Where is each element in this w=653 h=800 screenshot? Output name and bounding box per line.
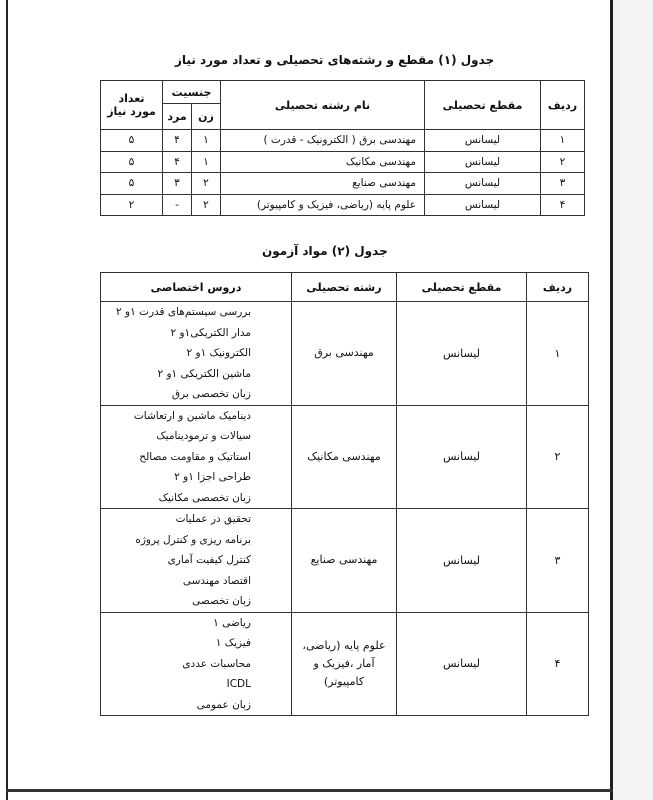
header-major: رشته تحصیلی bbox=[292, 273, 397, 302]
group-major-line: علوم پایه (ریاضی، bbox=[302, 638, 386, 652]
group-major-line: مهندسی برق bbox=[314, 346, 374, 360]
row-index: ۲ bbox=[541, 151, 585, 173]
row-level: لیسانس bbox=[425, 151, 541, 173]
table-row bbox=[101, 151, 585, 173]
row-count: ۵ bbox=[101, 151, 163, 173]
group-major bbox=[292, 509, 397, 613]
header-female: زن bbox=[192, 104, 221, 130]
group-major-line: مهندسی صنایع bbox=[310, 553, 378, 567]
row-male: ۴ bbox=[163, 151, 192, 173]
row-major: مهندسی صنایع bbox=[221, 173, 425, 195]
subject-item: طراحی اجزا ۱و ۲ bbox=[101, 467, 292, 488]
group-index: ۴ bbox=[527, 612, 589, 716]
group-index: ۲ bbox=[527, 405, 589, 509]
table2-caption: جدول (۲) مواد آزمون bbox=[262, 244, 388, 258]
header-level: مقطع تحصیلی bbox=[397, 273, 527, 302]
row-female: ۱ bbox=[192, 151, 221, 173]
row-major: علوم پایه (ریاضی، فیزیک و کامپیوتر) bbox=[221, 194, 425, 216]
frame-left-border bbox=[6, 0, 8, 800]
group-major bbox=[292, 302, 397, 406]
group-level: لیسانس bbox=[397, 405, 527, 509]
subject-item: سیالات و ترمودینامیک bbox=[101, 426, 292, 447]
table-row bbox=[101, 194, 585, 216]
header-row-number: ردیف bbox=[527, 273, 589, 302]
header-subjects: دروس اختصاصی bbox=[101, 273, 292, 302]
frame-bottom-border bbox=[6, 789, 613, 792]
subject-item: زبان تخصصی برق bbox=[101, 384, 292, 405]
subject-item: ICDL bbox=[101, 674, 292, 695]
row-index: ۱ bbox=[541, 130, 585, 152]
subject-item: دینامیک ماشین و ارتعاشات bbox=[101, 405, 292, 426]
row-male: ۴ bbox=[163, 130, 192, 152]
header-gender: جنسیت bbox=[163, 81, 221, 104]
row-female: ۲ bbox=[192, 194, 221, 216]
subject-item: زبان تخصصی bbox=[101, 591, 292, 612]
header-count-line1: تعداد bbox=[118, 92, 145, 105]
row-male: ۳ bbox=[163, 173, 192, 195]
row-count: ۵ bbox=[101, 173, 163, 195]
group-major-line: مهندسی مکانیک bbox=[307, 449, 381, 463]
row-count: ۵ bbox=[101, 130, 163, 152]
page-edge bbox=[613, 0, 653, 800]
subject-item: استاتیک و مقاومت مصالح bbox=[101, 447, 292, 468]
header-male: مرد bbox=[163, 104, 192, 130]
header-count bbox=[101, 81, 163, 130]
row-index: ۴ bbox=[541, 194, 585, 216]
table-row bbox=[101, 612, 589, 633]
subject-item: زبان عمومی bbox=[101, 695, 292, 716]
frame-right-border bbox=[610, 0, 613, 800]
subject-item: اقتصاد مهندسی bbox=[101, 571, 292, 592]
row-female: ۲ bbox=[192, 173, 221, 195]
subject-item: محاسبات عددی bbox=[101, 654, 292, 675]
row-index: ۳ bbox=[541, 173, 585, 195]
exam-subjects-table bbox=[100, 272, 589, 716]
subject-item: فیزیک ۱ bbox=[101, 633, 292, 654]
table-row bbox=[101, 130, 585, 152]
header-level: مقطع تحصیلی bbox=[425, 81, 541, 130]
header-row-number: ردیف bbox=[541, 81, 585, 130]
group-major-line: آمار ،فیزیک و bbox=[313, 656, 375, 670]
header-count-line2: مورد نیاز bbox=[107, 105, 156, 118]
row-level: لیسانس bbox=[425, 194, 541, 216]
group-level: لیسانس bbox=[397, 509, 527, 613]
table-row bbox=[101, 173, 585, 195]
subject-item: ماشین الکتریکی ۱و ۲ bbox=[101, 364, 292, 385]
table-row bbox=[101, 509, 589, 530]
group-level: لیسانس bbox=[397, 612, 527, 716]
subject-item: الکترونیک ۱و ۲ bbox=[101, 343, 292, 364]
table-row bbox=[101, 302, 589, 323]
group-level: لیسانس bbox=[397, 302, 527, 406]
group-major bbox=[292, 405, 397, 509]
subject-item: مدار الکتریکی۱و ۲ bbox=[101, 323, 292, 344]
subject-item: بررسی سیستم‌های قدرت ۱و ۲ bbox=[101, 302, 292, 323]
row-level: لیسانس bbox=[425, 173, 541, 195]
subject-item: تحقیق در عملیات bbox=[101, 509, 292, 530]
header-major: نام رشته تحصیلی bbox=[221, 81, 425, 130]
subject-item: کنترل کیفیت آماری bbox=[101, 550, 292, 571]
group-index: ۳ bbox=[527, 509, 589, 613]
row-count: ۲ bbox=[101, 194, 163, 216]
positions-table bbox=[100, 80, 585, 216]
group-major bbox=[292, 612, 397, 716]
table1-caption: جدول (۱) مقطع و رشته‌های تحصیلی و تعداد مورد نیاز bbox=[175, 53, 495, 67]
table-row bbox=[101, 405, 589, 426]
subject-item: برنامه ریزی و کنترل پروژه bbox=[101, 530, 292, 551]
group-index: ۱ bbox=[527, 302, 589, 406]
row-major: مهندسی برق ( الکترونیک - قدرت ) bbox=[221, 130, 425, 152]
row-level: لیسانس bbox=[425, 130, 541, 152]
subject-item: زبان تخصصی مکانیک bbox=[101, 488, 292, 509]
row-female: ۱ bbox=[192, 130, 221, 152]
group-major-line: کامپیوتر) bbox=[323, 674, 365, 688]
row-male: - bbox=[163, 194, 192, 216]
row-major: مهندسی مکانیک bbox=[221, 151, 425, 173]
subject-item: ریاضی ۱ bbox=[101, 612, 292, 633]
